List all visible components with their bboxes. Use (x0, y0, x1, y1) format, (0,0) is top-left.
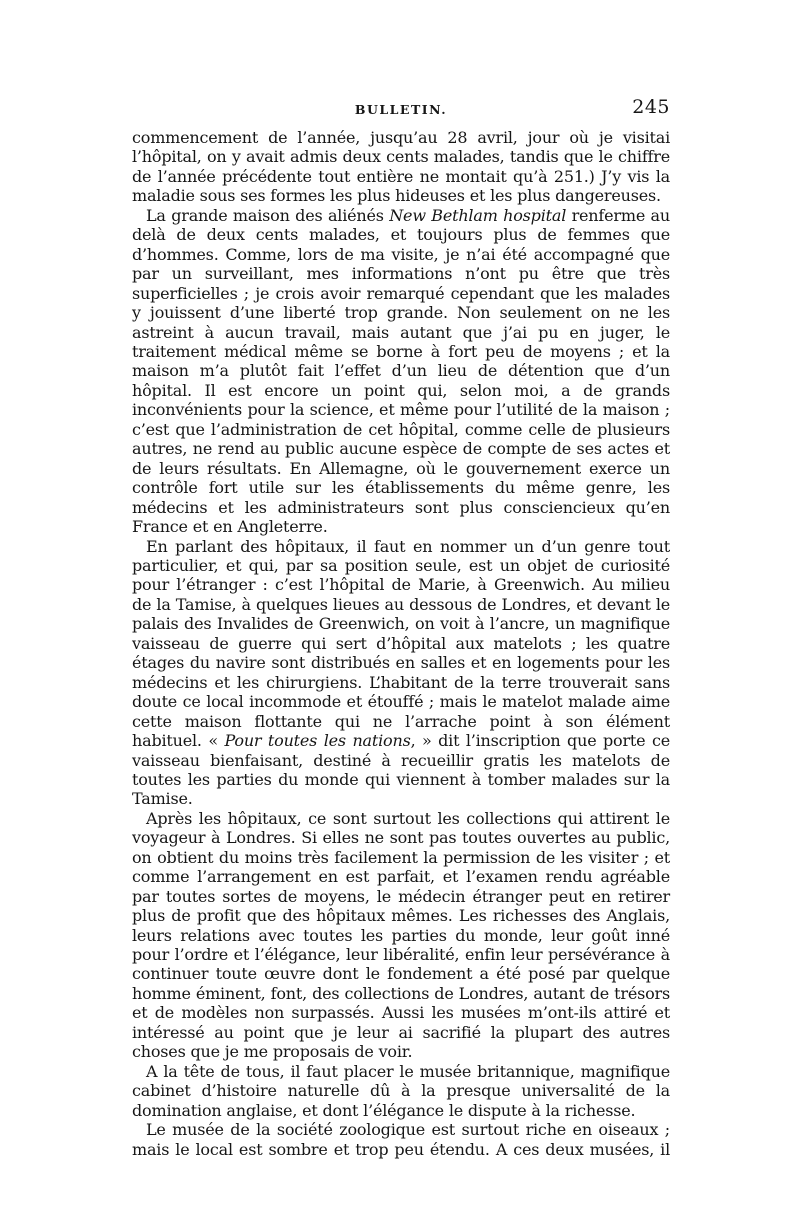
italic-inscription: Pour toutes les nations (224, 731, 411, 751)
text-segment: commencement de l’année, jusqu’au 28 avril, jour où je visitai l’hôpital, on y avait admis deux cents malades, tandis que le chiffre de l’année précédente tout entière ne montait qu’à 251.) J’y vis la maladie sous ses formes les plus hideuses et les plus dangereuses. (132, 128, 670, 206)
paragraph-collections (132, 809, 670, 1062)
text-segment: Après les hôpitaux, ce sont surtout les collections qui attirent le voyageur à Londres. Si elles ne sont pas toutes ouvertes au public, on obtient du moins très facilement la permission de les visiter ; et comme l’arrangement en est parfait, et l’examen rendu agréable par toutes sortes de moyens, le médecin étranger peut en retirer plus de profit que des hôpitaux mêmes. Les richesses des Anglais, leurs relations avec toutes les parties du monde, leur goût inné pour l’ordre et l’élégance, leur libéralité, enfin leur persévérance à continuer toute œuvre dont le fondement a été posé par quelque homme éminent, font, des collections de Londres, autant de trésors et de modèles non surpassés. Aussi les musées m’ont-ils attiré et intéressé au point que je leur ai sacrifié la plupart des autres choses que je me proposais de voir. (132, 808, 670, 1062)
paragraph-greenwich-hospital-ship (132, 537, 670, 809)
text-segment: Le musée de la société zoologique est surtout riche en oiseaux ; mais le local est sombre et trop peu étendu. A ces deux musées, il (132, 1120, 670, 1159)
running-title: BULLETIN. (354, 102, 448, 117)
italic-hospital-name: New Bethlam hospital (389, 205, 567, 225)
text-segment: A la tête de tous, il faut placer le musée britannique, magnifique cabinet d’histoire naturelle dû à la presque universalité de la domination anglaise, et dont l’élégance le dispute à la richesse. (132, 1061, 670, 1120)
text-segment: La grande maison des aliénés (146, 205, 390, 225)
text-segment: , » dit l’inscription que porte ce vaisseau bienfaisant, destiné à recueillir gratis les matelots de toutes les parties du monde qui viennent à tomber malades sur la Tamise. (132, 731, 670, 809)
page-number: 245 (632, 96, 670, 118)
text-segment: En parlant des hôpitaux, il faut en nommer un d’un genre tout particulier, et qui, par sa position seule, est un objet de curiosité pour l’étranger : c’est l’hôpital de Marie, à Greenwich. Au milieu de la Tamise, à quelques lieues au dessous de Londres, et devant le palais des Invalides de Greenwich, on voit à l’ancre, un magnifique vaisseau de guerre qui sert d’hôpital aux matelots ; les quatre étages du navire sont distribués en salles et en logements pour les médecins et les chirurgiens. L’habitant de la terre trouverait sans doute ce local incommode et étouffé ; mais le matelot malade aime cette maison flottante qui ne l’arrache point à son élément habituel. « (132, 536, 670, 751)
running-head (132, 96, 670, 126)
paragraph-zoological-society (132, 1120, 670, 1159)
paragraph-bethlam-hospital (132, 206, 670, 537)
body-text (132, 128, 670, 1159)
text-segment: renferme au delà de deux cents malades, et toujours plus de femmes que d’hommes. Comme, lors de ma visite, je n’ai été accompagné que par un surveillant, mes informations n’ont pu être que très superficielles ; je crois avoir remarqué cependant que les malades y jouissent d’une liberté trop grande. Non seulement on ne les astreint à aucun travail, mais autant que j’ai pu en juger, le traitement médical même se borne à fort peu de moyens ; et la maison m’a plutôt fait l’effet d’un lieu de détention que d’un hôpital. Il est encore un point qui, selon moi, a de grands inconvénients pour la science, et même pour l’utilité de la maison ; c’est que l’administration de cet hôpital, comme celle de plusieurs autres, ne rend au public aucune espèce de compte de ses actes et de leurs résultats. En Allemagne, où le gouvernement exerce un contrôle fort utile sur les établissements du même genre, les médecins et les administrateurs sont plus consciencieux qu’en France et en Angleterre. (132, 205, 670, 537)
paragraph-british-museum (132, 1062, 670, 1120)
paragraph-hospital-admissions (132, 128, 670, 206)
